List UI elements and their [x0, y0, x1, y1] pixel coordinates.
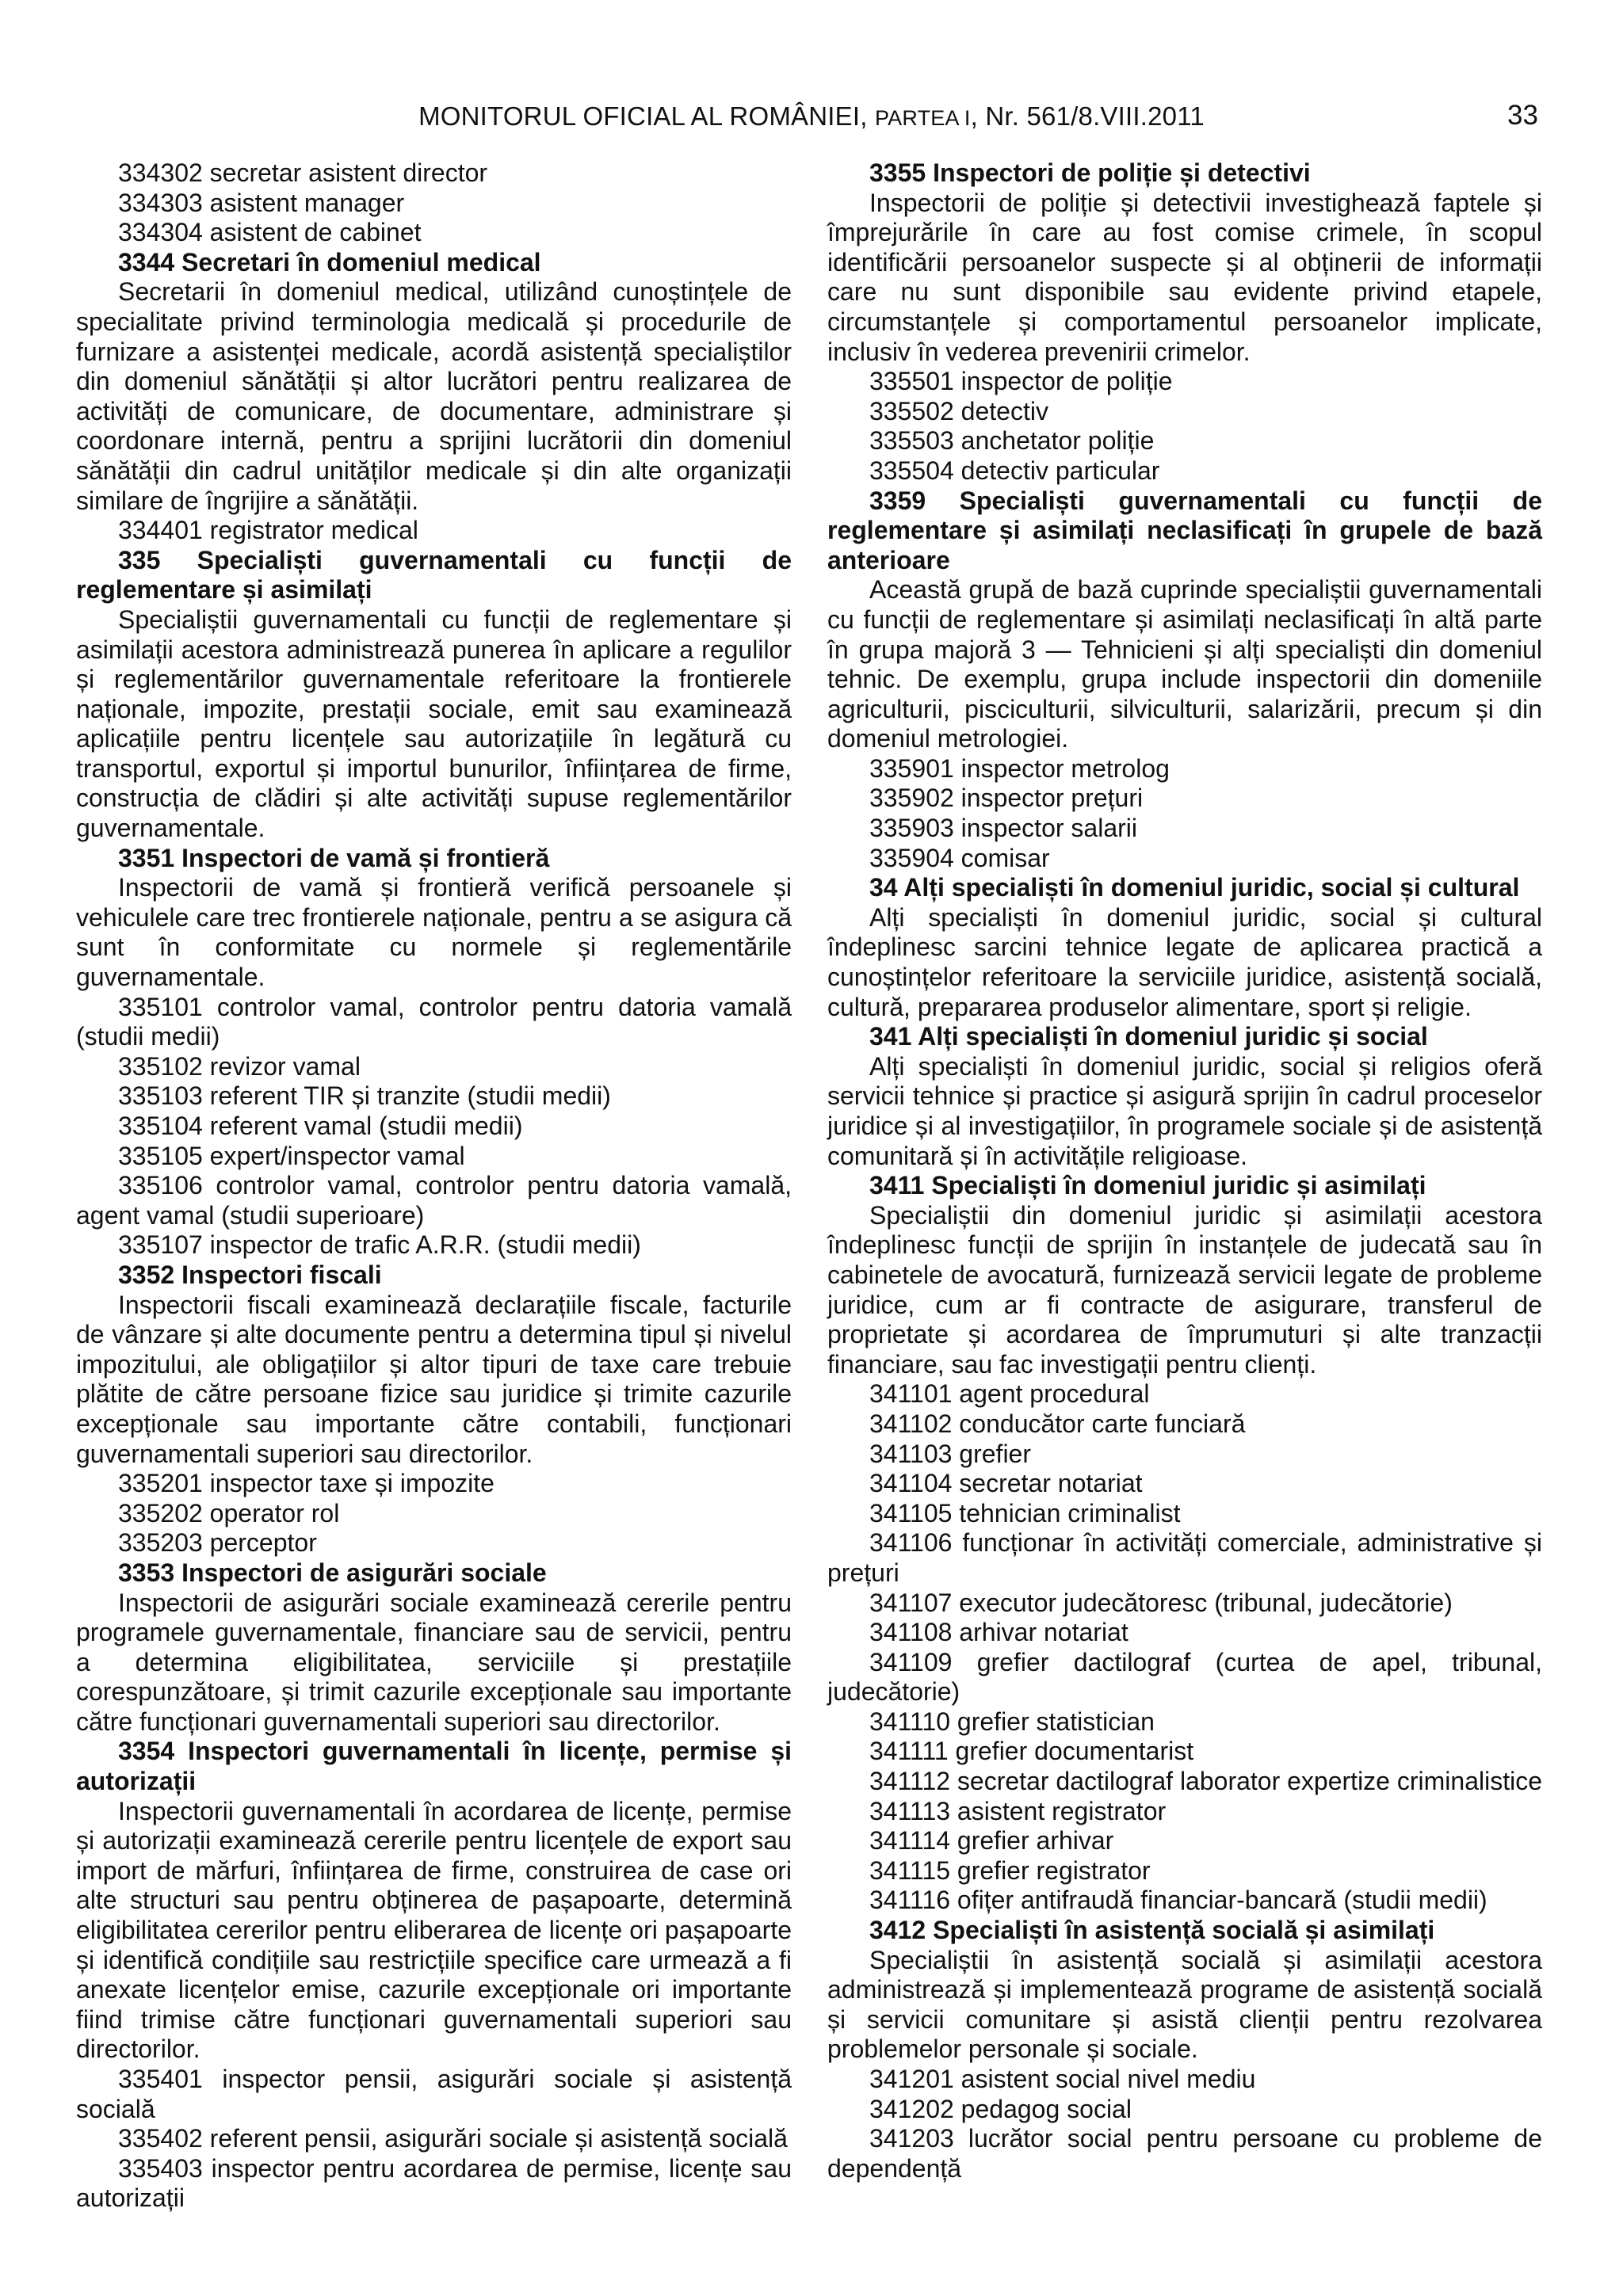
paragraph: Specialiștii din domeniul juridic și asimilații acestora îndeplinesc funcții de sprijin în instanțele de judecată sau în cabinetele de avocatură, furnizează servicii legate de probleme juridice, cum ar fi contracte de asigurare, transferul de proprietate și acordarea de împrumuturi și alte tranzacții financiare, sau fac investigații pentru clienți. — [827, 1200, 1542, 1379]
list-item: 341114 grefier arhivar — [869, 1826, 1114, 1855]
paragraph: Alți specialiști în domeniul juridic, social și cultural îndeplinesc sarcini tehnice legate de aplicarea practică a cunoștințelor referitoare la serviciile juridice, asistență socială, cultură, prepararea produselor alimentare, sport și religie. — [827, 902, 1542, 1021]
list-item: 341102 conducător carte funciară — [869, 1409, 1246, 1438]
list-item: 335101 controlor vamal, controlor pentru datoria vamală (studii medii) — [76, 992, 792, 1051]
list-item: 335403 inspector pentru acordarea de permise, licențe sau autorizații — [76, 2153, 792, 2213]
list-item: 341111 grefier documentarist — [869, 1737, 1194, 1766]
list-item: 341115 grefier registrator — [869, 1855, 1151, 1885]
section-heading: 3359 Specialiști guvernamentali cu funcții de reglementare și asimilați neclasificați în grupele de bază anterioare — [827, 486, 1542, 574]
paragraph: Inspectorii fiscali examinează declarațiile fiscale, facturile de vânzare și alte documente pentru a determina tipul și nivelul impozitului, ale obligațiilor și altor tipuri de taxe care trebuie plătite de către persoane fizice sau juridice și trimite cazurile excepționale sau importante către contabili, funcționari guvernamentali superiori sau directorilor. — [76, 1290, 792, 1468]
list-item: 335401 inspector pensii, asigurări sociale și asistență socială — [76, 2065, 792, 2123]
list-item: 335904 comisar — [869, 843, 1050, 872]
list-item: 341101 agent procedural — [869, 1379, 1150, 1409]
list-item: 335901 inspector metrolog — [869, 753, 1170, 783]
list-item: 334304 asistent de cabinet — [118, 218, 422, 247]
list-item: 335106 controlor vamal, controlor pentru datoria vamală, agent vamal (studii superioare) — [76, 1171, 792, 1230]
section-heading: 3411 Specialiști în domeniul juridic și asimilați — [869, 1171, 1426, 1200]
section-heading: 341 Alți specialiști în domeniul juridic și social — [869, 1022, 1428, 1051]
header-part: PARTEA I — [874, 106, 971, 130]
section-heading: 3344 Secretari în domeniul medical — [118, 247, 541, 277]
list-item: 335104 referent vamal (studii medii) — [118, 1112, 523, 1140]
list-item: 341112 secretar dactilograf laborator expertize criminalistice — [869, 1767, 1542, 1796]
page-number: 33 — [1507, 100, 1538, 131]
list-item: 334302 secretar asistent director — [118, 158, 488, 187]
list-item: 341110 grefier statistician — [869, 1707, 1155, 1736]
list-item: 341109 grefier dactilograf (curtea de apel, tribunal, judecătorie) — [827, 1647, 1542, 1707]
list-item: 341103 grefier — [869, 1439, 1031, 1468]
paragraph: Inspectorii de poliție și detectivii investighează faptele și împrejurările în care au fost comise crimele, în scopul identificării persoanelor suspecte și al obținerii de informații care nu sunt disponibile sau evidente privind etapele, circumstanțele și comportamentul persoanelor implicate, inclusiv în vederea prevenirii crimelor. — [827, 188, 1542, 366]
list-item: 341106 funcționar în activități comerciale, administrative și prețuri — [827, 1528, 1542, 1587]
section-heading: 3351 Inspectori de vamă și frontieră — [118, 843, 550, 872]
section-heading: 3355 Inspectori de poliție și detectivi — [869, 158, 1311, 187]
page-header — [0, 101, 1623, 132]
header-title: MONITORUL OFICIAL AL ROMÂNIEI, — [418, 101, 875, 131]
paragraph: Inspectorii guvernamentali în acordarea de licențe, permise și autorizații examinează cererile pentru licențele de export sau import de mărfuri, înființarea de firme, construirea de case ori alte structuri sau pentru obținerea de pașapoarte, determină eligibilitatea cererilor pentru eliberarea de licențe ori pașapoarte și identifică condițiile sau restricțiile specifice care urmează a fi anexate licențelor emise, cazurile excepționale ori importante fiind trimise către funcționari guvernamentali superiori sau directorilor. — [76, 1796, 792, 2064]
paragraph: Această grupă de bază cuprinde specialiștii guvernamentali cu funcții de reglementare și asimilați neclasificați în altă parte în grupa majoră 3 — Tehnicieni și alți specialiști din domeniul tehnic. De exemplu, grupa include inspectorii din domeniile agriculturii, pisciculturii, silviculturii, salarizării, precum și din domeniul metrologiei. — [827, 575, 1542, 753]
section-heading: 3353 Inspectori de asigurări sociale — [118, 1558, 547, 1587]
list-item: 334401 registrator medical — [118, 516, 418, 545]
list-item: 341105 tehnician criminalist — [869, 1498, 1181, 1527]
list-item: 341116 ofițer antifraudă financiar-bancară (studii medii) — [869, 1886, 1487, 1915]
paragraph: Inspectorii de vamă și frontieră verifică persoanele și vehiculele care trec frontierele naționale, pentru a se asigura că sunt în conformitate cu normele și reglementările guvernamentale. — [76, 873, 792, 992]
list-item: 335504 detectiv particular — [869, 456, 1160, 485]
paragraph: Specialiștii în asistență socială și asimilații acestora administrează și implementează programe de asistență socială și servicii comunitare și asistă clienții pentru rezolvarea problemelor personale și sociale. — [827, 1945, 1542, 2064]
list-item: 335501 inspector de poliție — [869, 367, 1173, 396]
list-item: 335902 inspector prețuri — [869, 784, 1144, 813]
list-item: 341201 asistent social nivel mediu — [869, 2065, 1256, 2093]
list-item: 335402 referent pensii, asigurări sociale și asistență socială — [118, 2124, 788, 2153]
list-item: 334303 asistent manager — [118, 188, 405, 217]
list-item: 335202 operator rol — [118, 1498, 340, 1527]
list-item: 335203 perceptor — [118, 1528, 317, 1558]
section-heading: 3354 Inspectori guvernamentali în licențe, permise și autorizații — [76, 1737, 792, 1796]
paragraph: Secretarii în domeniul medical, utilizând cunoștințele de specialitate privind terminologia medicală și procedurile de furnizare a asistenței medicale, acordă asistență specialiștilor din domeniul sănătății și altor lucrători pentru realizarea de activități de comunicare, de documentare, administrare și coordonare internă, pentru a sprijini lucrătorii din domeniul sănătății din cadrul unităților medicale și din alte organizații similare de îngrijire a sănătății. — [76, 277, 792, 515]
list-item: 341203 lucrător social pentru persoane cu probleme de dependență — [827, 2124, 1542, 2183]
list-item: 335503 anchetator poliție — [869, 426, 1155, 456]
list-item: 341104 secretar notariat — [869, 1469, 1143, 1498]
section-heading: 34 Alți specialiști în domeniul juridic, social și cultural — [869, 873, 1520, 902]
left-column — [76, 158, 792, 2214]
list-item: 341113 asistent registrator — [869, 1796, 1167, 1825]
paragraph: Inspectorii de asigurări sociale examinează cererile pentru programele guvernamentale, financiare sau de servicii, pentru a determina eligibilitatea, serviciile și prestațiile corespunzătoare, și trimit cazurile excepționale sau importante către funcționari guvernamentali superiori sau directorilor. — [76, 1588, 792, 1736]
paragraph: Specialiștii guvernamentali cu funcții de reglementare și asimilații acestora administrează punerea în aplicare a regulilor și reglementărilor guvernamentale referitoare la frontierele naționale, impozite, prestații sociale, emit sau examinează aplicațiile pentru licențele sau autorizațiile în legătură cu transportul, exportul și importul bunurilor, înființarea de firme, construcția de clădiri și alte activități supuse reglementărilor guvernamentale. — [76, 605, 792, 843]
list-item: 341108 arhivar notariat — [869, 1618, 1128, 1647]
list-item: 335102 revizor vamal — [118, 1051, 361, 1081]
list-item: 335105 expert/inspector vamal — [118, 1141, 465, 1170]
paragraph: Alți specialiști în domeniul juridic, social și religios oferă servicii tehnice și practice și asigură sprijin în cadrul proceselor juridice și al investigațiilor, în programele sociale și de asistență comunitară și în activitățile religioase. — [827, 1051, 1542, 1170]
list-item: 341107 executor judecătoresc (tribunal, judecătorie) — [869, 1588, 1453, 1617]
list-item: 335201 inspector taxe și impozite — [118, 1469, 495, 1498]
right-column — [827, 158, 1542, 2183]
list-item: 335107 inspector de trafic A.R.R. (studii medii) — [118, 1230, 641, 1260]
list-item: 335103 referent TIR și tranzite (studii medii) — [118, 1081, 611, 1111]
section-heading: 3352 Inspectori fiscali — [118, 1260, 382, 1289]
section-heading: 3412 Specialiști în asistență socială și asimilați — [869, 1916, 1435, 1945]
section-heading: 335 Specialiști guvernamentali cu funcții de reglementare și asimilați — [76, 545, 792, 605]
list-item: 335502 detectiv — [869, 396, 1048, 425]
list-item: 335903 inspector salarii — [869, 814, 1137, 843]
header-issue: , Nr. 561/8.VIII.2011 — [970, 101, 1205, 131]
list-item: 341202 pedagog social — [869, 2094, 1132, 2123]
